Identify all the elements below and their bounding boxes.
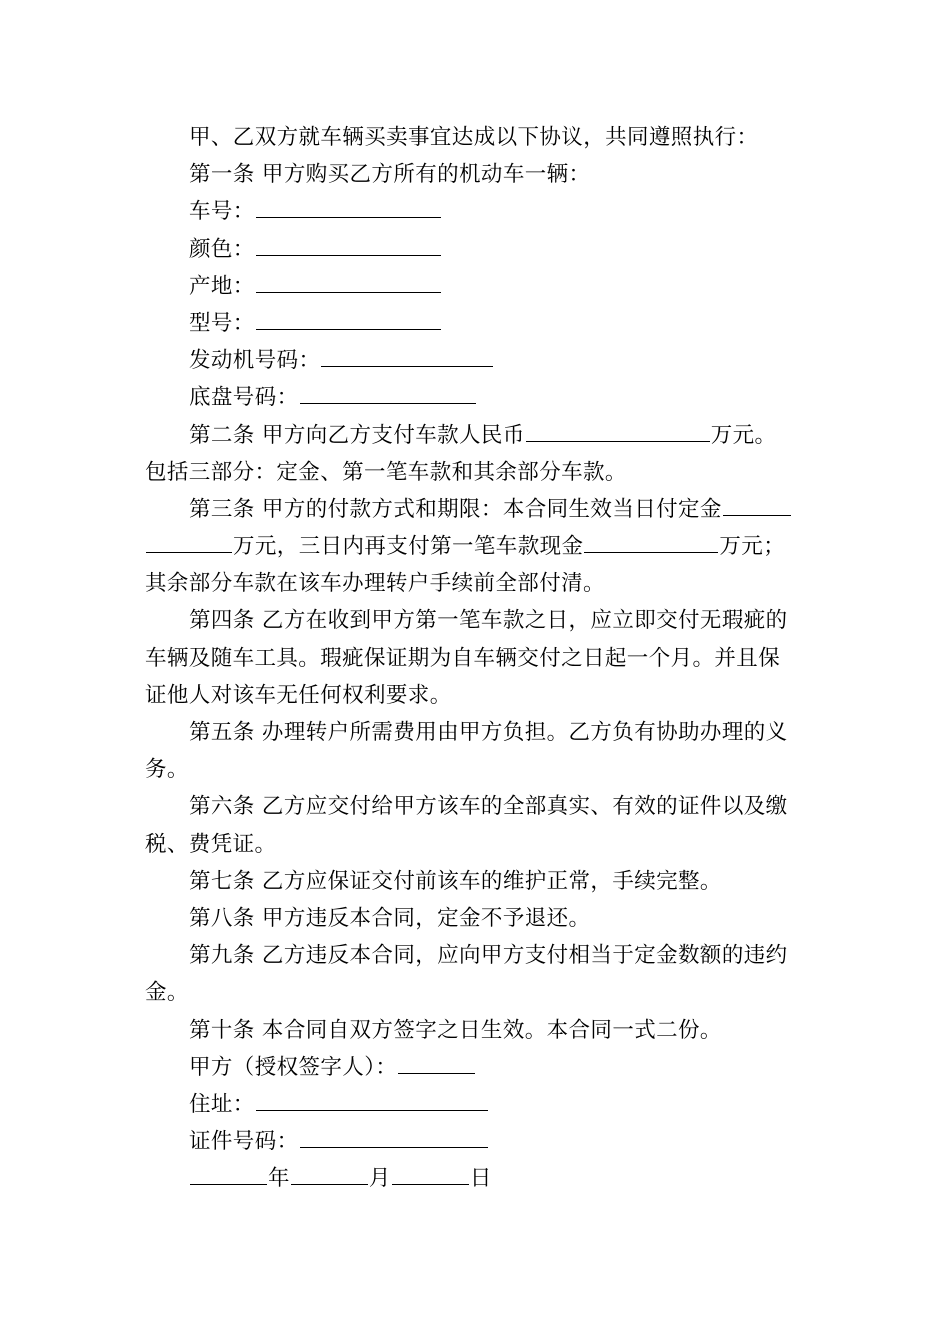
contract-body [145,119,810,1197]
color-row [145,231,810,268]
first-payment-blank [584,532,718,553]
chassis-number-blank [300,383,476,404]
article-5-line-1: 第五条 办理转户所需费用由甲方负担。乙方负有协助办理的义 [189,720,788,745]
article-6-line-2: 税、费凭证。 [145,831,277,857]
engine-number-label: 发动机号码： [189,348,321,374]
address-blank [256,1090,488,1111]
origin-row [145,268,810,305]
model-row [145,305,810,342]
color-label: 颜色： [189,236,255,262]
article-2-suffix: 万元。 [710,422,777,448]
article-8: 第八条 甲方违反本合同，定金不予退还。 [189,905,591,931]
engine-number-row [145,342,810,379]
article-9-line-1: 第九条 乙方违反本合同，应向甲方支付相当于定金数额的违约 [189,943,788,969]
article-3-prefix: 第三条 甲方的付款方式和期限：本合同生效当日付定金 [189,496,722,522]
party-a-label: 甲方（授权签字人）： [189,1054,398,1080]
date-row [145,1160,810,1197]
article-3-line-2 [145,528,810,565]
article-7: 第七条 乙方应保证交付前该车的维护正常，手续完整。 [189,868,722,894]
article-4-line-3: 证他人对该车无任何权利要求。 [145,682,452,708]
article-5-line-2: 务。 [145,757,189,783]
deposit-blank [723,495,791,516]
id-number-row [145,1123,810,1160]
month-label: 月 [368,1166,391,1192]
id-number-blank [300,1127,488,1148]
plate-number-row [145,193,810,230]
engine-number-blank [321,346,493,367]
day-label: 日 [469,1166,492,1192]
article-3-line-1 [145,491,810,528]
article-9-line-2: 金。 [145,980,189,1006]
model-blank [256,309,441,330]
party-a-signature-row [145,1049,810,1086]
price-blank [526,421,710,442]
article-2-line-2: 包括三部分：定金、第一笔车款和其余部分车款。 [145,459,627,485]
address-label: 住址： [189,1091,255,1117]
id-number-label: 证件号码： [189,1129,299,1155]
article-2-prefix: 第二条 甲方向乙方支付车款人民币 [189,422,525,448]
deposit-blank-continued [146,532,232,553]
intro-text: 甲、乙双方就车辆买卖事宜达成以下协议，共同遵照执行： [189,125,759,150]
year-label: 年 [268,1166,290,1192]
article-3-mid: 万元，三日内再支付第一笔车款现金 [233,534,584,560]
origin-label: 产地： [189,273,255,299]
article-2-line-1 [145,417,810,454]
article-3-line-3: 其余部分车款在该车办理转户手续前全部付清。 [145,571,605,597]
year-blank [190,1164,267,1185]
plate-number-blank [256,197,441,218]
color-blank [256,235,441,256]
party-a-signature-blank [398,1053,475,1074]
article-1-title: 第一条 甲方购买乙方所有的机动车一辆： [189,162,591,188]
article-4-line-2: 车辆及随车工具。瑕疵保证期为自车辆交付之日起一个月。并且保 [145,645,781,671]
month-blank [291,1164,368,1185]
article-6-line-1: 第六条 乙方应交付给甲方该车的全部真实、有效的证件以及缴 [189,794,788,820]
chassis-number-label: 底盘号码： [189,385,299,411]
plate-number-label: 车号： [189,199,255,225]
chassis-number-row [145,379,810,416]
day-blank [392,1164,469,1185]
model-label: 型号： [189,310,255,336]
article-3-suffix: 万元； [719,534,786,560]
article-4-line-1: 第四条 乙方在收到甲方第一笔车款之日，应立即交付无瑕疵的 [189,608,788,634]
address-row [145,1086,810,1123]
origin-blank [256,272,441,293]
article-10: 第十条 本合同自双方签字之日生效。本合同一式二份。 [189,1017,722,1043]
